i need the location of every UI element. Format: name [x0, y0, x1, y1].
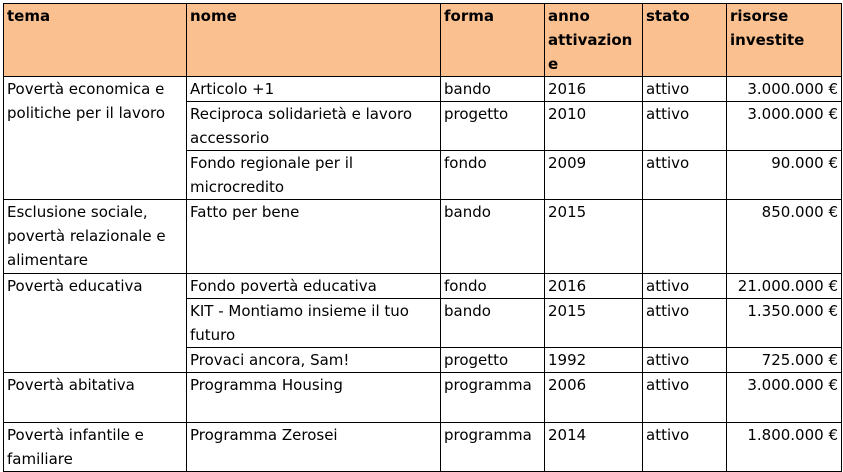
tema-cell: Povertà educativa — [4, 274, 187, 373]
risorse-cell: 1.800.000 € — [727, 423, 842, 472]
stato-cell: attivo — [643, 274, 727, 299]
poverty-programs-table — [3, 3, 842, 472]
nome-cell: Reciproca solidarietà e lavoro accessorio — [187, 102, 441, 151]
header-row — [4, 4, 842, 77]
forma-cell: bando — [441, 200, 545, 274]
nome-cell: Provaci ancora, Sam! — [187, 348, 441, 373]
tema-cell: Povertà economica e politiche per il lavoro — [4, 77, 187, 200]
anno-cell: 2010 — [545, 102, 643, 151]
anno-cell: 2016 — [545, 77, 643, 102]
forma-cell: programma — [441, 423, 545, 472]
stato-cell: attivo — [643, 423, 727, 472]
table-row — [4, 373, 842, 423]
risorse-cell: 3.000.000 € — [727, 102, 842, 151]
header-forma: forma — [441, 4, 545, 77]
forma-cell: fondo — [441, 151, 545, 200]
nome-cell: Articolo +1 — [187, 77, 441, 102]
header-stato: stato — [643, 4, 727, 77]
forma-cell: progetto — [441, 102, 545, 151]
header-risorse: risorse investite — [727, 4, 842, 77]
stato-cell — [643, 200, 727, 274]
forma-cell: bando — [441, 299, 545, 348]
tema-cell: Esclusione sociale, povertà relazionale e alimentare — [4, 200, 187, 274]
table-row — [4, 423, 842, 472]
table-row — [4, 274, 842, 299]
nome-cell: Fondo povertà educativa — [187, 274, 441, 299]
risorse-cell: 1.350.000 € — [727, 299, 842, 348]
table-row — [4, 77, 842, 102]
stato-cell: attivo — [643, 348, 727, 373]
nome-cell: Programma Housing — [187, 373, 441, 423]
stato-cell: attivo — [643, 102, 727, 151]
nome-cell: KIT - Montiamo insieme il tuo futuro — [187, 299, 441, 348]
table-row — [4, 200, 842, 274]
forma-cell: bando — [441, 77, 545, 102]
anno-cell: 2015 — [545, 200, 643, 274]
stato-cell: attivo — [643, 373, 727, 423]
forma-cell: programma — [441, 373, 545, 423]
tema-cell: Povertà abitativa — [4, 373, 187, 423]
nome-cell: Fatto per bene — [187, 200, 441, 274]
risorse-cell: 850.000 € — [727, 200, 842, 274]
anno-cell: 1992 — [545, 348, 643, 373]
stato-cell: attivo — [643, 299, 727, 348]
forma-cell: fondo — [441, 274, 545, 299]
risorse-cell: 21.000.000 € — [727, 274, 842, 299]
tema-cell: Povertà infantile e familiare — [4, 423, 187, 472]
header-anno: anno attivazione — [545, 4, 643, 77]
nome-cell: Fondo regionale per il microcredito — [187, 151, 441, 200]
risorse-cell: 3.000.000 € — [727, 373, 842, 423]
stato-cell: attivo — [643, 151, 727, 200]
risorse-cell: 90.000 € — [727, 151, 842, 200]
anno-cell: 2015 — [545, 299, 643, 348]
forma-cell: progetto — [441, 348, 545, 373]
nome-cell: Programma Zerosei — [187, 423, 441, 472]
stato-cell: attivo — [643, 77, 727, 102]
anno-cell: 2016 — [545, 274, 643, 299]
anno-cell: 2006 — [545, 373, 643, 423]
anno-cell: 2009 — [545, 151, 643, 200]
header-tema: tema — [4, 4, 187, 77]
risorse-cell: 3.000.000 € — [727, 77, 842, 102]
header-nome: nome — [187, 4, 441, 77]
risorse-cell: 725.000 € — [727, 348, 842, 373]
anno-cell: 2014 — [545, 423, 643, 472]
